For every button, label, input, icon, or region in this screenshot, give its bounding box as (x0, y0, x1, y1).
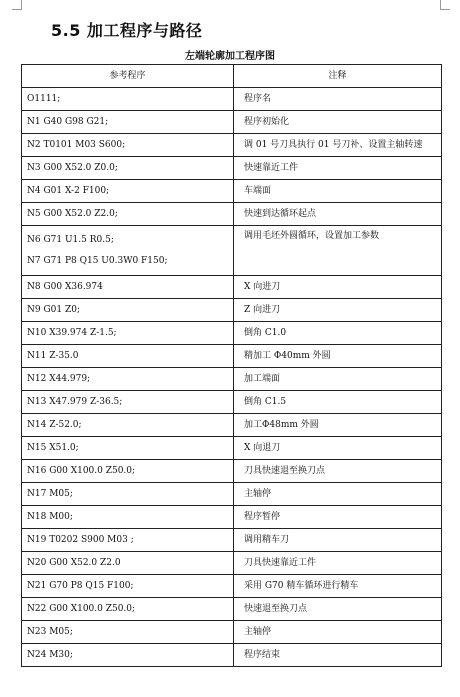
table-row (22, 180, 442, 203)
section-heading: 5.5 加工程序与路径 (51, 21, 203, 40)
program-code-line: N16 G00 X100.0 Z50.0; (27, 466, 136, 476)
program-code-cell (22, 299, 234, 322)
comment-cell: 车端面 (234, 180, 442, 203)
comment-cell: 程序暂停 (234, 506, 442, 529)
table-row (22, 226, 442, 276)
program-code-cell (22, 437, 234, 460)
program-code-cell (22, 506, 234, 529)
comment-cell: Z 向进刀 (234, 299, 442, 322)
program-code-line: N6 G71 U1.5 R0.5; (27, 235, 114, 245)
header-code: 参考程序 (22, 65, 234, 88)
program-code-line: N12 X44.979; (27, 374, 91, 384)
program-code-cell (22, 529, 234, 552)
program-code-line: N4 G01 X-2 F100; (27, 186, 110, 196)
table-row (22, 575, 442, 598)
program-code-line: N24 M30; (27, 650, 73, 660)
table-body (22, 88, 442, 667)
program-code-cell (22, 621, 234, 644)
program-code-line: N3 G00 X52.0 Z0.0; (27, 163, 118, 173)
table-row (22, 88, 442, 111)
program-code-line: N20 G00 X52.0 Z2.0 (27, 558, 121, 568)
program-code-line: N7 G71 P8 Q15 U0.3W0 F150; (27, 256, 168, 266)
page-corner-mark-right (440, 0, 450, 10)
table-row (22, 134, 442, 157)
program-code-line: O1111; (27, 94, 61, 104)
comment-cell: 快速靠近工件 (234, 157, 442, 180)
program-code-cell (22, 414, 234, 437)
table-row (22, 644, 442, 667)
comment-cell: 程序结束 (234, 644, 442, 667)
program-code-line: N18 M00; (27, 512, 73, 522)
comment-cell: 倒角 C1.0 (234, 322, 442, 345)
program-code-cell (22, 644, 234, 667)
comment-cell: 调用精车刀 (234, 529, 442, 552)
comment-cell: 倒角 C1.5 (234, 391, 442, 414)
program-code-cell (22, 180, 234, 203)
comment-cell: 加工Φ48mm 外圆 (234, 414, 442, 437)
comment-cell: 主轴停 (234, 621, 442, 644)
table-row (22, 460, 442, 483)
table-row (22, 299, 442, 322)
program-code-cell (22, 483, 234, 506)
table-row (22, 598, 442, 621)
program-code-cell (22, 345, 234, 368)
program-code-cell (22, 598, 234, 621)
comment-cell: X 向进刀 (234, 276, 442, 299)
comment-cell: 主轴停 (234, 483, 442, 506)
table-row (22, 203, 442, 226)
table-row (22, 157, 442, 180)
table-row (22, 552, 442, 575)
table-row (22, 506, 442, 529)
program-code-cell (22, 203, 234, 226)
comment-cell: 程序名 (234, 88, 442, 111)
program-code-cell (22, 226, 234, 276)
program-code-cell (22, 322, 234, 345)
program-code-cell (22, 575, 234, 598)
table-row (22, 529, 442, 552)
table-row (22, 276, 442, 299)
table-header-row (22, 65, 442, 88)
table-row (22, 322, 442, 345)
program-code-cell (22, 157, 234, 180)
program-code-line: N13 X47.979 Z-36.5; (27, 397, 123, 407)
program-code-line: N5 G00 X52.0 Z2.0; (27, 209, 118, 219)
table-row (22, 437, 442, 460)
program-code-line: N23 M05; (27, 627, 73, 637)
program-code-line: N8 G00 X36.974 (27, 282, 103, 292)
program-code-line: N15 X51.0; (27, 443, 79, 453)
program-code-cell (22, 460, 234, 483)
program-code-cell (22, 276, 234, 299)
header-note: 注释 (234, 65, 442, 88)
comment-cell: 采用 G70 精车循环进行精车 (234, 575, 442, 598)
comment-cell: X 向退刀 (234, 437, 442, 460)
table-row (22, 621, 442, 644)
program-code-line: N2 T0101 M03 S600; (27, 140, 126, 150)
table-row (22, 414, 442, 437)
program-code-cell (22, 368, 234, 391)
program-code-cell (22, 111, 234, 134)
program-code-cell (22, 134, 234, 157)
comment-cell: 快速到达循环起点 (234, 203, 442, 226)
page-corner-mark-left (12, 0, 22, 10)
program-code-line: N14 Z-52.0; (27, 420, 82, 430)
comment-cell: 调用毛坯外圆循环，设置加工参数 (234, 226, 442, 276)
comment-cell: 快速退至换刀点 (234, 598, 442, 621)
program-code-line: N11 Z-35.0 (27, 351, 79, 361)
program-code-line: N19 T0202 S900 M03 ; (27, 535, 134, 545)
program-code-cell (22, 88, 234, 111)
program-code-line: N1 G40 G98 G21; (27, 117, 109, 127)
program-code-line: N21 G70 P8 Q15 F100; (27, 581, 134, 591)
table-row (22, 368, 442, 391)
table-caption: 左端轮廓加工程序图 (185, 51, 275, 62)
program-code-line: N17 M05; (27, 489, 73, 499)
table-row (22, 483, 442, 506)
program-code-line: N10 X39.974 Z-1.5; (27, 328, 117, 338)
comment-cell: 程序初始化 (234, 111, 442, 134)
program-code-cell (22, 391, 234, 414)
comment-cell: 精加工 Φ40mm 外圆 (234, 345, 442, 368)
comment-cell: 刀具快速靠近工件 (234, 552, 442, 575)
comment-cell: 刀具快速退至换刀点 (234, 460, 442, 483)
table-row (22, 391, 442, 414)
table-row (22, 345, 442, 368)
program-code-line: N22 G00 X100.0 Z50.0; (27, 604, 136, 614)
program-table (21, 64, 442, 667)
program-code-cell (22, 552, 234, 575)
comment-cell: 调 01 号刀具执行 01 号刀补、设置主轴转速 (234, 134, 442, 157)
table-row (22, 111, 442, 134)
program-code-line: N9 G01 Z0; (27, 305, 80, 315)
comment-cell: 加工端面 (234, 368, 442, 391)
